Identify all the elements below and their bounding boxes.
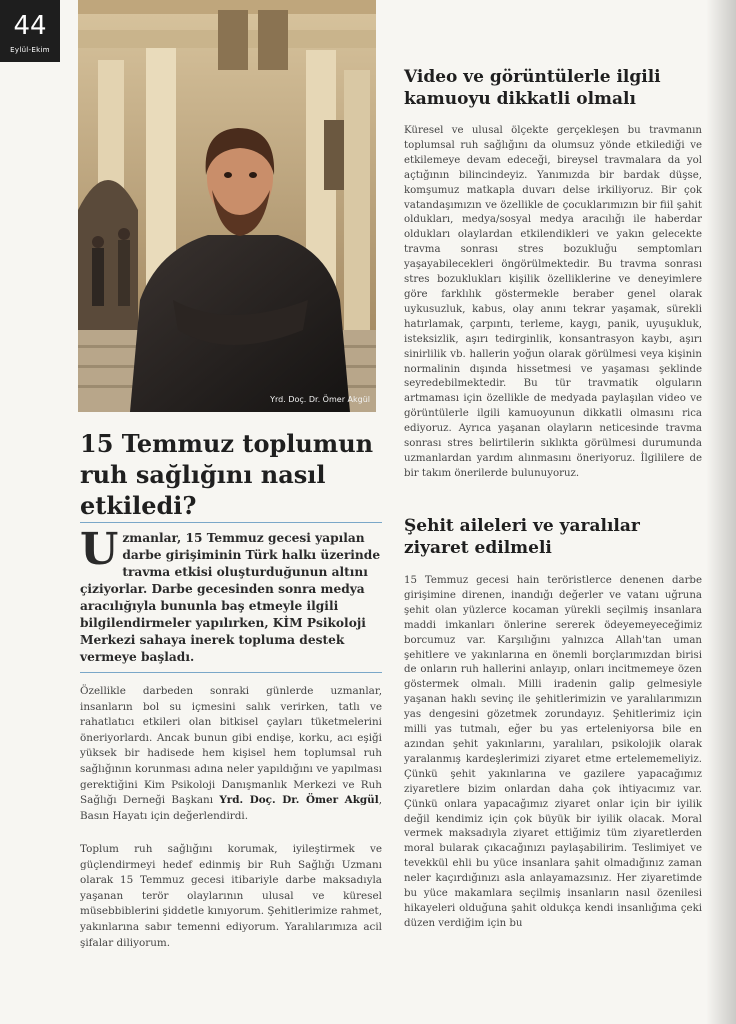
section-heading-video: Video ve görüntülerle ilgili kamuoyu dikkatli olmalı xyxy=(404,67,661,109)
photo-credit: Yrd. Doç. Dr. Ömer Akgül xyxy=(270,395,370,404)
lead-text: zmanlar, 15 Temmuz gecesi yapılan darbe girişiminin Türk halkı üzerinde travma etkisi oluşturduğunun altını çiziyorlar. Darbe gecesinden sonra medya aracılığıyla bununla baş etmeyle ilgili bilgilendirmeler yapılırken, KİM Psikoloji Merkezi sahaya inerek topluma destek vermeye başladı. xyxy=(80,531,381,664)
body-paragraph-2: Toplum ruh sağlığını korumak, iyileştirmek ve güçlendirmeyi hedef edinmiş bir Ruh Sağlığı Uzmanı olarak 15 Temmuz gecesi itibariyle darbe maksadıyla yaşanan terör olaylarının ulusal ve küresel müsebbiblerini şiddetle kınıyorum. Şehitlerimize rahmet, yakınlarına sabır temenni ediyorum. Yaralılarımıza acil şifalar diliyorum. xyxy=(80,843,382,949)
section-heading-martyrs: Şehit aileleri ve yaralılar ziyaret edilmeli xyxy=(404,516,640,558)
page-gutter-shadow xyxy=(706,0,736,1024)
lead-bottom-rule xyxy=(80,672,382,673)
article-headline: 15 Temmuz toplumun ruh sağlığını nasıl etkiledi? xyxy=(80,429,374,520)
issue-month: Eylül-Ekim xyxy=(10,46,50,54)
body-paragraph-1 xyxy=(80,684,382,824)
drop-cap: U xyxy=(80,524,119,575)
portrait-illustration xyxy=(78,0,376,412)
page-number: 44 xyxy=(13,11,47,41)
section-body-video: Küresel ve ulusal ölçekte gerçekleşen bu travmanın toplumsal ruh sağlığını da olumsuz yönde etkilediği ve etkilemeye devam edeceği, bireysel travmalara da yol açtığının bilincindeyiz. Yanımızda bir bardak düşse, komşumuz matkapla duvarı delse irkiliyoruz. Bir çok vatandaşımızın ve özellikle de çocuklarımızın bir fiil şahit oldukları, medya/sosyal medya aracılığı ile haberdar oldukları olaylardan etkilendikleri ve yakın gelecekte travma sonrası stres bozukluğu semptomları yaşayabilecekleri öngörülmektedir. Bu travma sonrası stres bozuklukları kişilik özelliklerine ve deneyimlere göre farklılık göstermekle beraber genel olarak uykusuzluk, kabus, olay anını tekrar yaşamak, sürekli hatırlamak, çarpıntı, terleme, kaygı, panik, uyuşukluk, isteksizlik, aşırı tedirginlik, konsantrasyon kaybı, aşırı sinirlilik vb. hallerin yoğun olarak görülmesi veya kişinin normalinin dışında hissetmesi ve yaşaması şeklinde seyredebilmektedir. Bu tür travmatik olguların artmaması için özellikle de medyada paylaşılan video ve görüntülerle ilgili kamuoyunun dikkatli olmasını rica ediyoruz. Ayrıca yaşanan olayların neticesinde travma sonrası stres belirtilerin sıklıkta görülmesi durumunda uzmanlardan yardım alınmasını öneriyoruz. İlgililere de bir takım önerilerde bulunuyoruz. xyxy=(404,125,702,479)
interviewee-name: Yrd. Doç. Dr. Ömer Akgül xyxy=(219,794,379,807)
page-number-badge xyxy=(0,0,60,62)
body-paragraph-1-start: Özellikle darbeden sonraki günlerde uzmanlar, insanların bol su içmesini salık verirken, tatlı ve rahatlatıcı etkileri olan bitkisel çayları tüketmelerini öneriyorlardı. Ancak bunun gibi endişe, korku, acı eşiği yüksek bir hadisede hem kişisel hem toplumsal ruh sağlığının korunması adına neler yapıldığını ve yapılması gerektiğini Kim Psikoloji Danışmanlık Merkezi ve Ruh Sağlığı Derneği Başkanı xyxy=(80,685,382,807)
body-paragraph-1-end: , Basın Hayatı için değerlendirdi. xyxy=(80,794,383,822)
lead-paragraph xyxy=(80,524,382,666)
portrait-photo xyxy=(78,0,376,412)
section-body-martyrs: 15 Temmuz gecesi hain teröristlerce denenen darbe girişimine direnen, inandığı değerler ve vatanı uğruna şehit olan yüzlerce kocaman yürekli seçilmiş insanlara maddi imkanları önlerine sererek ödeyemeyeceğimiz borcumuz var. Karşılığını yalnızca Allah'tan uman şehitlere ve yakınlarına en önemli borçlarımızdan birisi de onların ruh hallerini anlayıp, onları incitmemeye özen göstermek olmalı. Milli iradenin galip gelmesiyle yaşanan haklı sevinç ile şehitlerimizin ve yaralılarımızın yas dengesini gözetmek zorundayız. Şehitlerimiz için milli yas tutmalı, eğer bu yas erteleniyorsa bile en azından şehit yakınlarını, yaralıları, psikolojik olarak yaralanmış kardeşlerimizi ziyaret etme ertelememeliyiz. Çünkü şehit yakınlarına ve gazilere yapacağımız ziyaretlere bizim onlardan daha çok ihtiyacımız var. Çünkü onlara yapacağımız ziyaret onlar için bir iyilik değil kendimiz için çok büyük bir iyilik olacak. Moral vermek maksadıyla ziyaret ettiğimiz tüm ziyaretlerden moral bularak çıkacağınızı paylaşabilirim. Teslimiyet ve tevekkül ehli bu yüce insanlara şahit olmadığınız zaman neler kaçırdığınızı asla anlayamazsınız. Her ziyaretimde bu yüce makamlara seçilmiş insanların nasıl özenilesi hikayeleri olduğuna şahit oldukça kendi insanlığıma çeki düzen verdiğim için bu xyxy=(404,575,702,929)
lead-top-rule xyxy=(80,522,382,523)
